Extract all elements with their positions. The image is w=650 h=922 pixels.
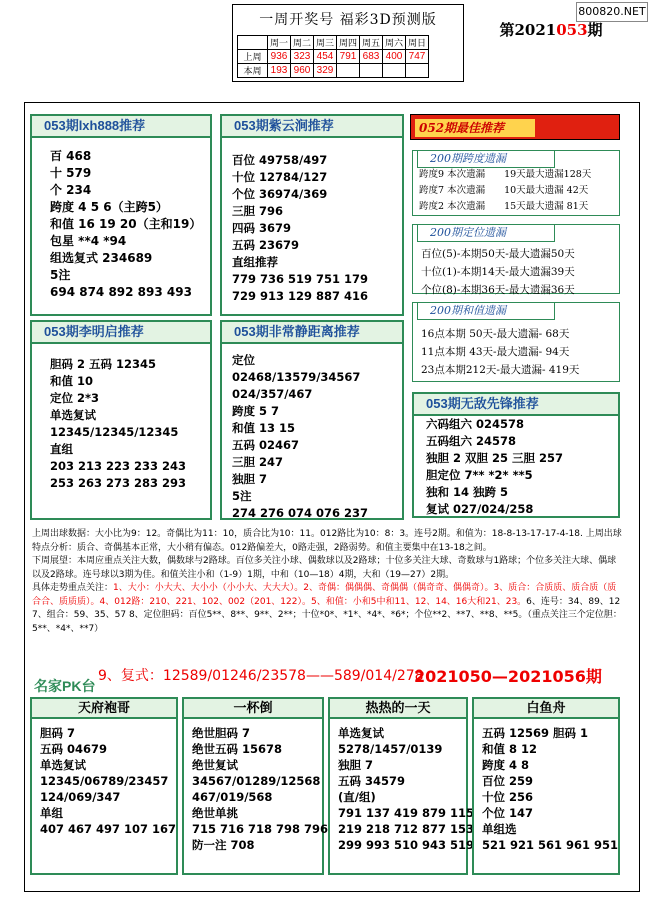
pk-box-3 — [328, 697, 475, 875]
pk-box-title: 一杯倒 — [184, 699, 322, 719]
best-recommend-banner: 052期最佳推荐 — [410, 114, 620, 140]
position-miss-box — [412, 224, 620, 294]
box-title: 200期和值遗漏 — [417, 302, 555, 320]
day-label: 周一 — [268, 36, 291, 50]
position-lines: 百位(5)-本期50天-最大遗漏50天 十位(1)-本期14天-最大遗漏39天 个位(8)-本期36天-最大遗漏36天 — [421, 248, 575, 296]
weekly-draw-table — [237, 35, 429, 78]
draw-number — [337, 64, 360, 78]
box-title: 053期紫云涧推荐 — [222, 116, 402, 138]
lxh888-box — [30, 114, 212, 316]
fushi-recommend: 9、复式：12589/01246/23578——589/014/278 — [98, 668, 424, 684]
draw-number: 323 — [291, 50, 314, 64]
days-row — [238, 36, 429, 50]
day-label: 周三 — [314, 36, 337, 50]
span-miss-box — [412, 150, 620, 216]
span-lines: 跨度9 本次遗漏 19天最大遗漏128天 跨度7 本次遗漏 10天最大遗漏 42天 跨度2 本次遗漏 15天最大遗漏 81天 — [419, 169, 592, 212]
pk-box-title: 天府袍哥 — [32, 699, 176, 719]
box-title: 053期lxh888推荐 — [32, 116, 210, 138]
box-title: 200期跨度遗漏 — [417, 150, 555, 168]
draw-number — [406, 64, 429, 78]
draw-number — [383, 64, 406, 78]
analysis-focus: 具体走势重点关注：1、大小：小大大、大小小（小小大、大大大）。2、奇偶：偶偶偶、奇偶偶（偶奇奇、偶偶奇）。3、质合：合质质、质合质（质合合、质质质）。4、012路：210、221、102、002（201、122）。5、和值：小和5中和11、12、14、16大和21、23。6、连号：34、89、12 7、组合：59、35、57 8、定位胆码：百位5**、8**、9**、2**；十位*0*、*1*、*4*、*6*；个位**2、**7、**8、**5。（重点关注三个定位胆：5**、*4*、**7） — [32, 583, 622, 634]
ziyun-box — [220, 114, 404, 316]
pk-box-1 — [30, 697, 178, 875]
box-title: 053期非常静距离推荐 — [222, 322, 402, 344]
pk-box-title: 白鱼舟 — [474, 699, 618, 719]
draw-number: 329 — [314, 64, 337, 78]
pk-box-2 — [182, 697, 329, 875]
last-week-row — [238, 50, 429, 64]
feichang-box — [220, 320, 404, 520]
draw-number: 683 — [360, 50, 383, 64]
analysis-next-week: 下周展望：本周应重点关注大数，偶数球与2路球。百位多关注小球、偶数球以及2路球；十位多关注大球、奇数球与1路球；个位多关注大球、偶球以及2路球。连号球以3期为佳。和值关注小和（1-9）1期，中和（10—18）4期，大和（19—27）2期。 — [32, 556, 617, 580]
liming-lines: 胆码 2 五码 12345 和值 10 定位 2*3 单选复试 12345/12345/12345 直组 203 213 223 233 243 253 263 273 283 293 — [50, 357, 187, 490]
this-week-row — [238, 64, 429, 78]
pk-lines: 绝世胆码 7 绝世五码 15678 绝世复试 34567/01289/12568 467/019/568 绝世单挑 715 716 718 798 796 防一注 708 — [192, 726, 329, 852]
ziyun-lines: 百位 49758/497 十位 12784/127 个位 36974/369 三胆 796 四码 3679 五码 23679 直组推荐 779 736 519 751 179 729 913 129 887 416 — [232, 153, 369, 303]
draw-number: 791 — [337, 50, 360, 64]
day-label: 周六 — [383, 36, 406, 50]
sum-lines: 16点本期 50天-最大遗漏- 68天 11点本期 43天-最大遗漏- 94天 23点本期212天-最大遗漏- 419天 — [421, 328, 580, 376]
pk-lines: 五码 12569 胆码 1 和值 8 12 跨度 4 8 百位 259 十位 256 个位 147 单组选 521 921 561 961 951 — [482, 726, 619, 852]
wudi-box — [412, 392, 620, 518]
draw-number — [360, 64, 383, 78]
pk-lines: 胆码 7 五码 04679 单选复试 12345/06789/23457 124/069/347 单组 407 467 497 107 167 — [40, 726, 177, 836]
box-title: 200期定位遗漏 — [417, 224, 555, 242]
liming-box — [30, 320, 212, 520]
period-range: 2021050—2021056期 — [414, 667, 602, 686]
draw-number: 193 — [268, 64, 291, 78]
pk-lines: 单选复试 5278/1457/0139 独胆 7 五码 34579 (直/组) 791 137 419 879 115 219 218 712 877 153 299 993 510 943 519 — [338, 726, 475, 852]
header-title: 一周开奖号 福彩3D预测版 — [259, 12, 437, 28]
box-title: 053期李明启推荐 — [32, 322, 210, 344]
box-title: 053期无敌先锋推荐 — [414, 394, 618, 416]
day-label: 周二 — [291, 36, 314, 50]
analysis-last-week: 上周出球数据：大小比为9：12。奇偶比为11：10，质合比为10：11。012路比为10：8：3。连号2期。和值为：18-8-13-17-17-4-18. 上周出球特点分析：质合、奇偶基本正常，大小稍有偏态。012路偏差大，0路走强，2路弱势。和值主要集中在13-18之间。 — [32, 529, 622, 553]
draw-number: 454 — [314, 50, 337, 64]
lxh888-lines: 百 468 十 579 个 234 跨度 4 5 6（主跨5） 和值 16 19 20（主和19） 包星 **4 *94 组选复式 234689 5注 694 874 892 893 493 — [50, 149, 202, 299]
site-watermark: 800820.NET — [576, 2, 648, 22]
sum-miss-box — [412, 302, 620, 382]
feichang-lines: 定位 02468/13579/34567 024/357/467 跨度 5 7 和值 13 15 五码 02467 三胆 247 独胆 7 5注 274 276 074 076 237 — [232, 353, 369, 520]
row-label: 上周 — [238, 50, 268, 64]
pk-box-title: 热热的一天 — [330, 699, 466, 719]
weekly-header — [232, 4, 464, 82]
draw-number: 747 — [406, 50, 429, 64]
draw-number: 400 — [383, 50, 406, 64]
pk-title: 名家PK台 — [34, 678, 96, 694]
pk-box-4 — [472, 697, 620, 875]
analysis-text — [32, 528, 622, 636]
day-label: 周四 — [337, 36, 360, 50]
wudi-lines: 六码组六 024578 五码组六 24578 独胆 2 双胆 25 三胆 257 胆定位 7** *2* **5 独和 14 独跨 5 复试 027/024/258 — [426, 417, 564, 516]
issue-title: 第2021053期 — [499, 21, 603, 39]
day-label: 周五 — [360, 36, 383, 50]
row-label: 本周 — [238, 64, 268, 78]
day-label: 周日 — [406, 36, 429, 50]
draw-number: 960 — [291, 64, 314, 78]
draw-number: 936 — [268, 50, 291, 64]
